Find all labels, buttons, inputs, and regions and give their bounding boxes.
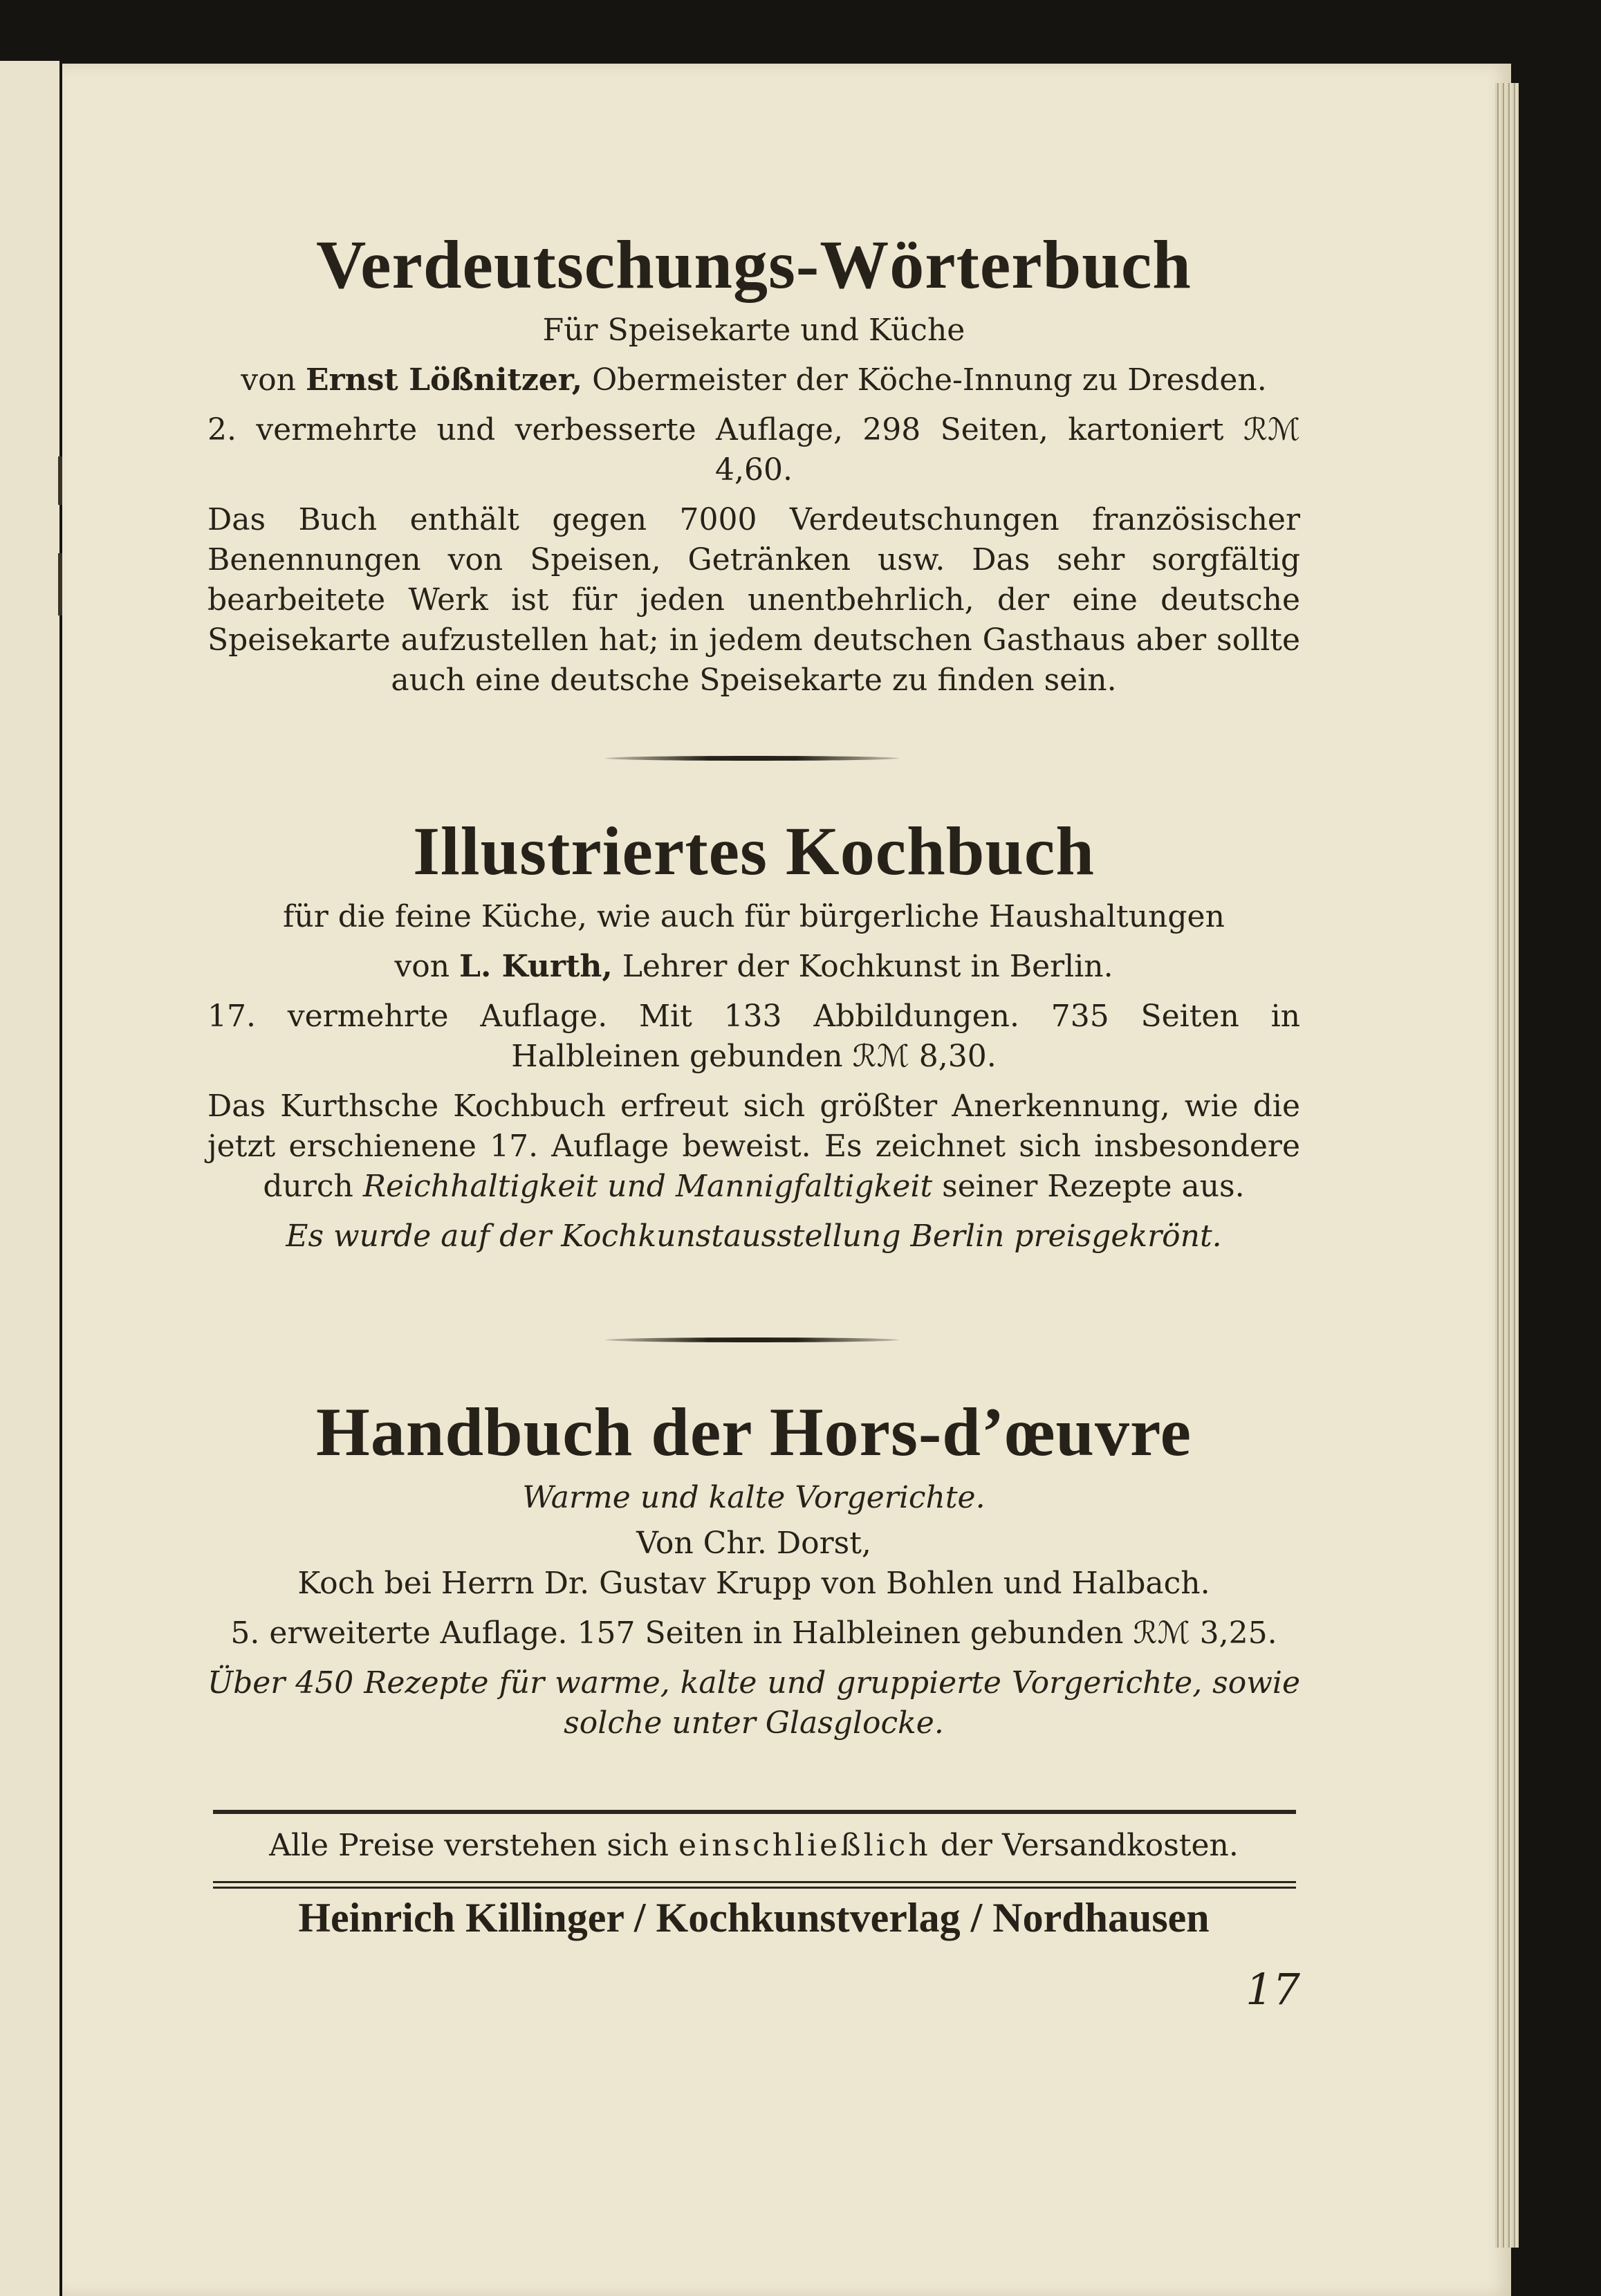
page-number: 17 <box>1246 1964 1300 2015</box>
book-subtitle: für die feine Küche, wie auch für bürgerliche Haushaltungen <box>283 899 1225 934</box>
book-edition <box>207 1613 1300 1654</box>
left-page-edge <box>0 61 59 2296</box>
book-price: ℛℳ 4,60. <box>715 412 1300 488</box>
prices-emphasis: einschließlich <box>678 1828 931 1863</box>
prices-notice <box>207 1826 1300 1866</box>
description-emphasis: Reichhaltigkeit und Mannigfaltigkeit <box>362 1169 933 1204</box>
book-subtitle: Warme und kalte Vorgerichte. <box>522 1480 985 1515</box>
footer-rule-top <box>213 1810 1296 1814</box>
author-name: Ernst Lößnitzer, <box>305 362 583 398</box>
book-title: Illustriertes Kochbuch <box>413 813 1095 889</box>
award-note: Es wurde auf der Kochkunstausstellung Berlin preisgekrönt. <box>286 1219 1222 1254</box>
section-divider <box>605 1337 899 1342</box>
section-handbuch-hors-doeuvre <box>207 1396 1300 1743</box>
book-author-line <box>207 947 1300 987</box>
footer-publisher <box>207 1896 1300 1940</box>
description-text: Das Kurthsche Kochbuch erfreut sich größter Anerkennung, wie die jetzt erschienene 17. Auflage beweist. Es zeichnet sich insbesondere durch <box>207 1089 1300 1204</box>
page-stack-edge <box>1495 83 1519 2248</box>
edition-text: 5. erweiterte Auflage. 157 Seiten in Halbleinen gebunden <box>230 1615 1124 1651</box>
recipe-note: Über 450 Rezepte für warme, kalte und gruppierte Vorgerichte, sowie solche unter Glasglocke. <box>207 1665 1300 1741</box>
book-subtitle: Für Speisekarte und Küche <box>542 313 965 348</box>
description-text-end: seiner Rezepte aus. <box>942 1169 1245 1204</box>
book-description <box>207 1086 1300 1207</box>
book-price: ℛℳ 8,30. <box>852 1039 997 1074</box>
author-role: Obermeister der Köche-Innung zu Dresden. <box>592 362 1267 398</box>
author-prefix: von <box>394 949 450 984</box>
book-edition <box>207 410 1300 490</box>
book-description: Das Buch enthält gegen 7000 Verdeutschungen französischer Benennungen von Speisen, Getränken usw. Das sehr sorgfältig bearbeitete Werk ist für jeden unentbehrlich, der eine deutsche Speisekarte aufzustellen hat; in jedem deutschen Gasthaus aber sollte auch eine deutsche Speisekarte zu finden sein. <box>207 502 1300 698</box>
footer-rule-middle <box>213 1881 1296 1883</box>
section-illustriertes-kochbuch <box>207 815 1300 1257</box>
edition-text: 17. vermehrte Auflage. Mit 133 Abbildungen. 735 Seiten in Halbleinen gebunden <box>207 999 1300 1074</box>
footer-rule-middle-2 <box>213 1887 1296 1889</box>
book-author: Von Chr. Dorst, <box>636 1526 871 1561</box>
author-prefix: von <box>241 362 296 398</box>
book-edition <box>207 997 1300 1077</box>
author-name: L. Kurth, <box>459 949 613 984</box>
book-author-line <box>207 360 1300 400</box>
footer-prices-line <box>207 1826 1300 1866</box>
page-number-area <box>207 1964 1300 2015</box>
book-author-role: Koch bei Herrn Dr. Gustav Krupp von Bohlen und Halbach. <box>297 1566 1210 1601</box>
section-verdeutschungs-woerterbuch <box>207 228 1300 701</box>
edition-text: 2. vermehrte und verbesserte Auflage, 298 Seiten, kartoniert <box>207 412 1224 447</box>
section-divider <box>605 756 899 761</box>
prices-text-end: der Versandkosten. <box>940 1828 1239 1863</box>
publisher-line: Heinrich Killinger / Kochkunstverlag / Nordhausen <box>298 1895 1210 1941</box>
book-title: Handbuch der Hors-d’œuvre <box>316 1394 1192 1470</box>
author-role: Lehrer der Kochkunst in Berlin. <box>622 949 1113 984</box>
book-price: ℛℳ 3,25. <box>1133 1615 1277 1651</box>
prices-text: Alle Preise verstehen sich <box>269 1828 669 1863</box>
book-title: Verdeutschungs-Wörterbuch <box>316 226 1192 303</box>
